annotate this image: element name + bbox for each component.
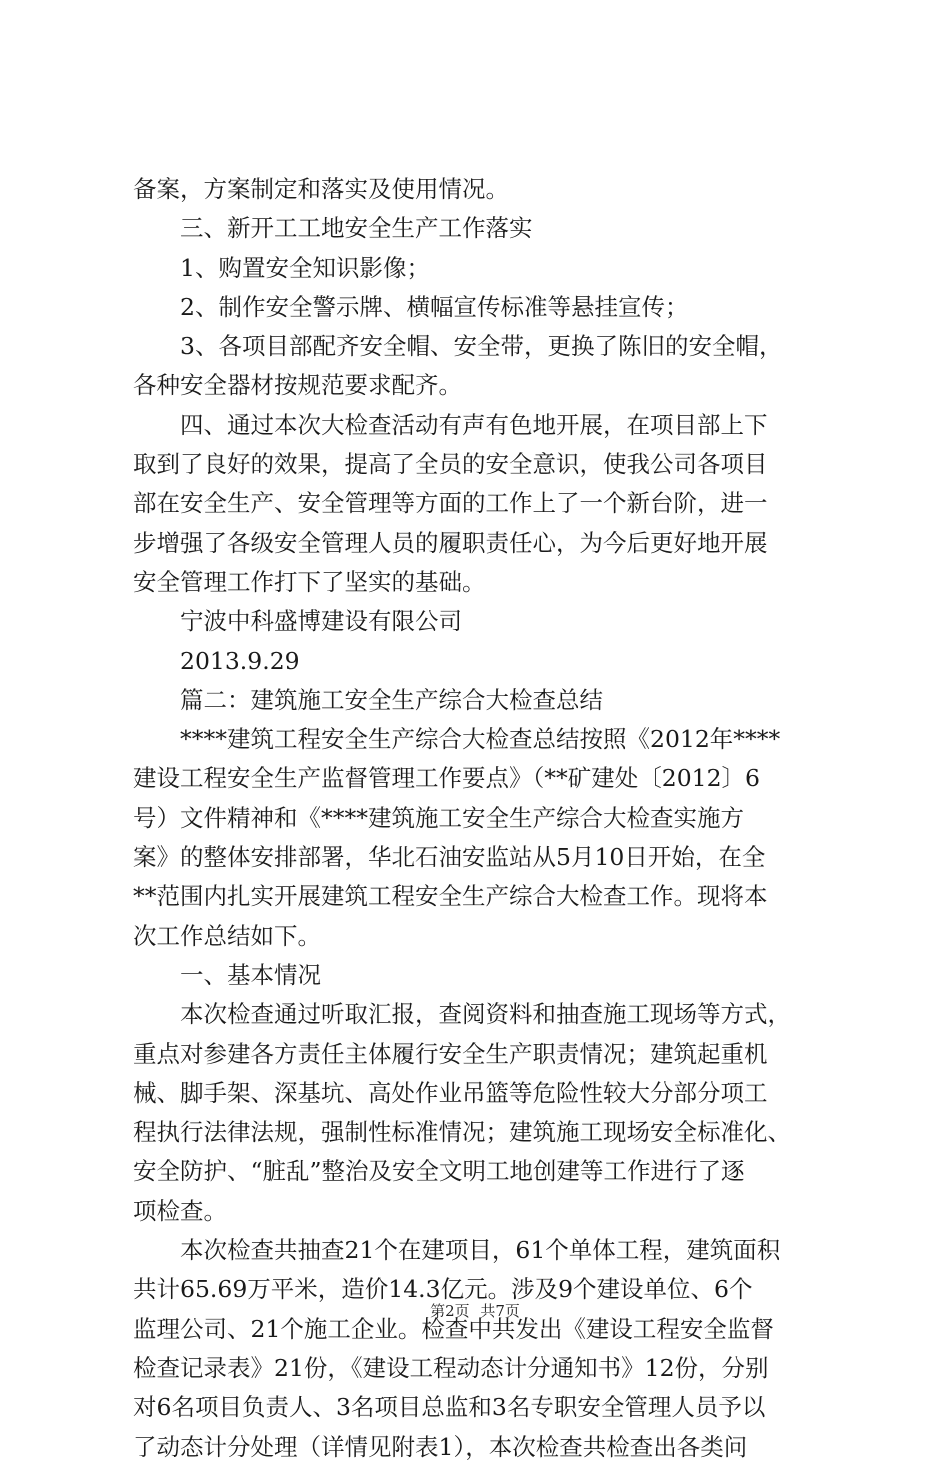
text-line: 案》的整体安排部署，华北石油安监站从5月10日开始，在全 xyxy=(133,843,766,872)
text-line: 检查记录表》21份，《建设工程动态计分通知书》12份，分别 xyxy=(133,1353,769,1382)
text-line: 1、购置安全知识影像； xyxy=(133,253,430,282)
text-line: 监理公司、21个施工企业。检查中共发出《建设工程安全监督 xyxy=(133,1314,774,1343)
document-date: 2013.9.29 xyxy=(133,646,300,675)
text-line: 三、新开工工地安全生产工作落实 xyxy=(133,214,533,243)
text-line: 号）文件精神和《****建筑施工安全生产综合大检查实施方 xyxy=(133,803,744,832)
text-line: 本次检查共抽查21个在建项目，61个单体工程，建筑面积 xyxy=(133,1236,781,1265)
text-line: ****建筑工程安全生产综合大检查总结按照《2012年**** xyxy=(133,725,781,754)
section-heading: 篇二：建筑施工安全生产综合大检查总结 xyxy=(133,685,603,714)
page-total: 共7页 xyxy=(480,1302,520,1320)
text-line: 重点对参建各方责任主体履行安全生产职责情况；建筑起重机 xyxy=(133,1039,768,1068)
text-line: 建设工程安全生产监督管理工作要点》（**矿建处〔2012〕6 xyxy=(133,764,761,793)
text-line: 本次检查通过听取汇报，查阅资料和抽查施工现场等方式， xyxy=(133,1000,791,1029)
text-line: **范围内扎实开展建筑工程安全生产综合大检查工作。现将本 xyxy=(133,882,768,911)
subsection-heading: 一、基本情况 xyxy=(133,960,321,989)
text-line: 对6名项目负责人、3名项目总监和3名专职安全管理人员予以 xyxy=(133,1393,766,1422)
text-line: 械、脚手架、深基坑、高处作业吊篮等危险性较大分部分项工 xyxy=(133,1078,768,1107)
text-line: 项检查。 xyxy=(133,1196,227,1225)
body-text xyxy=(133,170,833,1467)
text-line: 取到了良好的效果，提高了全员的安全意识，使我公司各项目 xyxy=(133,450,768,479)
text-line: 各种安全器材按规范要求配齐。 xyxy=(133,371,462,400)
text-line: 3、各项目部配齐安全帽、安全带，更换了陈旧的安全帽， xyxy=(133,332,783,361)
page-number: 第2页 xyxy=(430,1302,470,1320)
text-line: 了动态计分处理（详情见附表1），本次检查共检查出各类问 xyxy=(133,1432,748,1461)
text-line: 步增强了各级安全管理人员的履职责任心，为今后更好地开展 xyxy=(133,528,768,557)
text-line: 部在安全生产、安全管理等方面的工作上了一个新台阶，进一 xyxy=(133,489,768,518)
text-line: 程执行法律法规，强制性标准情况；建筑施工现场安全标准化、 xyxy=(133,1118,791,1147)
text-line: 安全管理工作打下了坚实的基础。 xyxy=(133,567,486,596)
page-footer xyxy=(0,1300,950,1321)
text-line: 次工作总结如下。 xyxy=(133,921,321,950)
text-line: 四、通过本次大检查活动有声有色地开展，在项目部上下 xyxy=(133,410,768,439)
text-line: 安全防护、“脏乱”整治及安全文明工地创建等工作进行了逐 xyxy=(133,1157,745,1186)
company-name: 宁波中科盛博建设有限公司 xyxy=(133,607,462,636)
text-line: 备案，方案制定和落实及使用情况。 xyxy=(133,175,509,203)
text-line: 共计65.69万平米，造价14.3亿元。涉及9个建设单位、6个 xyxy=(133,1275,753,1304)
text-line: 2、制作安全警示牌、横幅宣传标准等悬挂宣传； xyxy=(133,292,689,321)
